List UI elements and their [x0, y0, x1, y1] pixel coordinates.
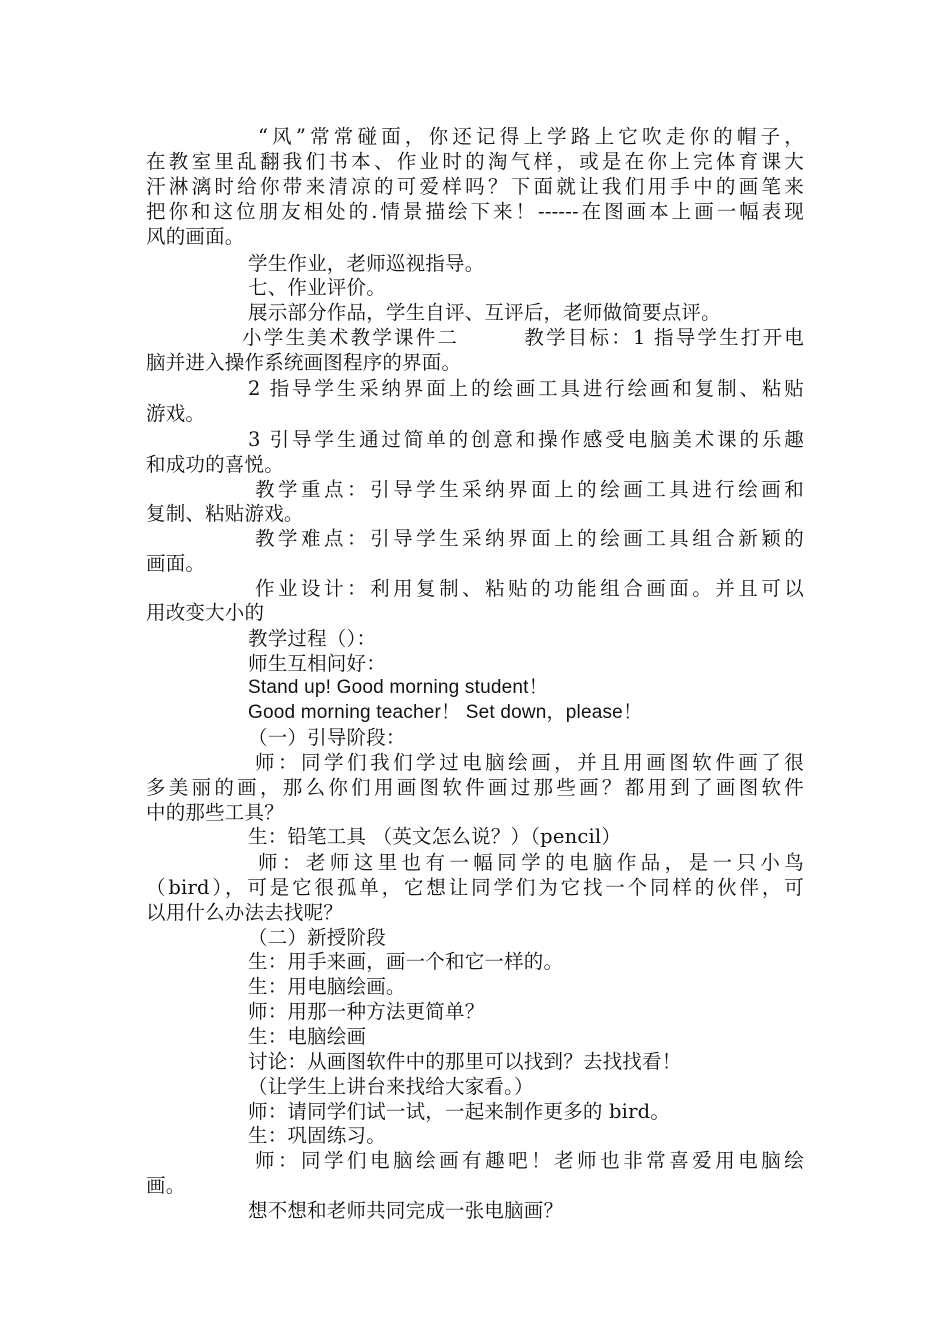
text-line: 把你和这位朋友相处的.情景描绘下来！------在图画本上画一幅表现 [146, 200, 804, 223]
text-line: 学生作业，老师巡视指导。 [248, 252, 485, 275]
text-line: （二）新授阶段 [248, 926, 386, 949]
text-line: 在教室里乱翻我们书本、作业时的淘气样，或是在你上完体育课大 [146, 150, 804, 173]
text-line: 画。 [146, 1174, 186, 1197]
text-line: 教学难点：引导学生采纳界面上的绘画工具组合新颖的 [255, 527, 804, 550]
text-line: 汗淋漓时给你带来清凉的可爱样吗？下面就让我们用手中的画笔来 [146, 175, 804, 198]
text-line: 2 指导学生采纳界面上的绘画工具进行绘画和复制、粘贴 [248, 377, 804, 400]
text-line: 生：用电脑绘画。 [248, 975, 406, 998]
text-line: 师：请同学们试一试，一起来制作更多的 bird。 [248, 1100, 671, 1123]
text-line: 多美丽的画，那么你们用画图软件画过那些画？都用到了画图软件 [146, 776, 804, 799]
text-line: 脑并进入操作系统画图程序的界面。 [146, 351, 462, 374]
text-line: 师：老师这里也有一幅同学的电脑作品，是一只小鸟 [258, 851, 804, 874]
text-line: Good morning teacher！ Set down，please！ [248, 702, 643, 723]
text-line: 讨论：从画图软件中的那里可以找到？去找找看！ [248, 1050, 682, 1073]
text-line: 生：铅笔工具 （英文怎么说？）（pencil） [248, 825, 622, 848]
text-line: （一）引导阶段： [248, 726, 406, 749]
text-line: 画面。 [146, 552, 206, 575]
text-line: 想不想和老师共同完成一张电脑画？ [248, 1199, 564, 1222]
text-line: “风”常常碰面，你还记得上学路上它吹走你的帽子， [258, 125, 804, 148]
text-line: 作业设计：利用复制、粘贴的功能组合画面。并且可以 [255, 577, 804, 600]
text-line: 教学过程（）： [248, 627, 377, 650]
text-line: 复制、粘贴游戏。 [146, 502, 304, 525]
text-line: 七、作业评价。 [248, 276, 386, 299]
text-line: 生：电脑绘画 [248, 1025, 367, 1048]
text-line: 和成功的喜悦。 [146, 453, 284, 476]
text-line: 用改变大小的 [146, 601, 265, 624]
text-line: 师生互相问好： [248, 652, 386, 675]
text-line: 师：同学们电脑绘画有趣吧！老师也非常喜爱用电脑绘 [255, 1149, 804, 1172]
text-line: 小学生美术教学课件二 教学目标：1 指导学生打开电 [242, 326, 804, 349]
text-line: Stand up! Good morning student！ [248, 677, 548, 698]
text-line: 中的那些工具？ [146, 801, 284, 824]
text-line: 生：巩固练习。 [248, 1124, 386, 1147]
text-line: 以用什么办法去找呢？ [146, 901, 344, 924]
text-line: 生：用手来画，画一个和它一样的。 [248, 950, 564, 973]
text-line: 游戏。 [146, 402, 206, 425]
text-line: 教学重点：引导学生采纳界面上的绘画工具进行绘画和 [255, 478, 804, 501]
text-line: 展示部分作品，学生自评、互评后，老师做简要点评。 [248, 301, 721, 324]
text-line: 师：用那一种方法更简单？ [248, 1000, 485, 1023]
text-line: 3 引导学生通过简单的创意和操作感受电脑美术课的乐趣 [248, 428, 804, 451]
text-line: （让学生上讲台来找给大家看。） [248, 1075, 534, 1098]
text-line: 师：同学们我们学过电脑绘画，并且用画图软件画了很 [255, 751, 804, 774]
text-line: 风的画面。 [146, 225, 245, 248]
text-line: （bird），可是它很孤单，它想让同学们为它找一个同样的伙伴，可 [146, 876, 804, 899]
